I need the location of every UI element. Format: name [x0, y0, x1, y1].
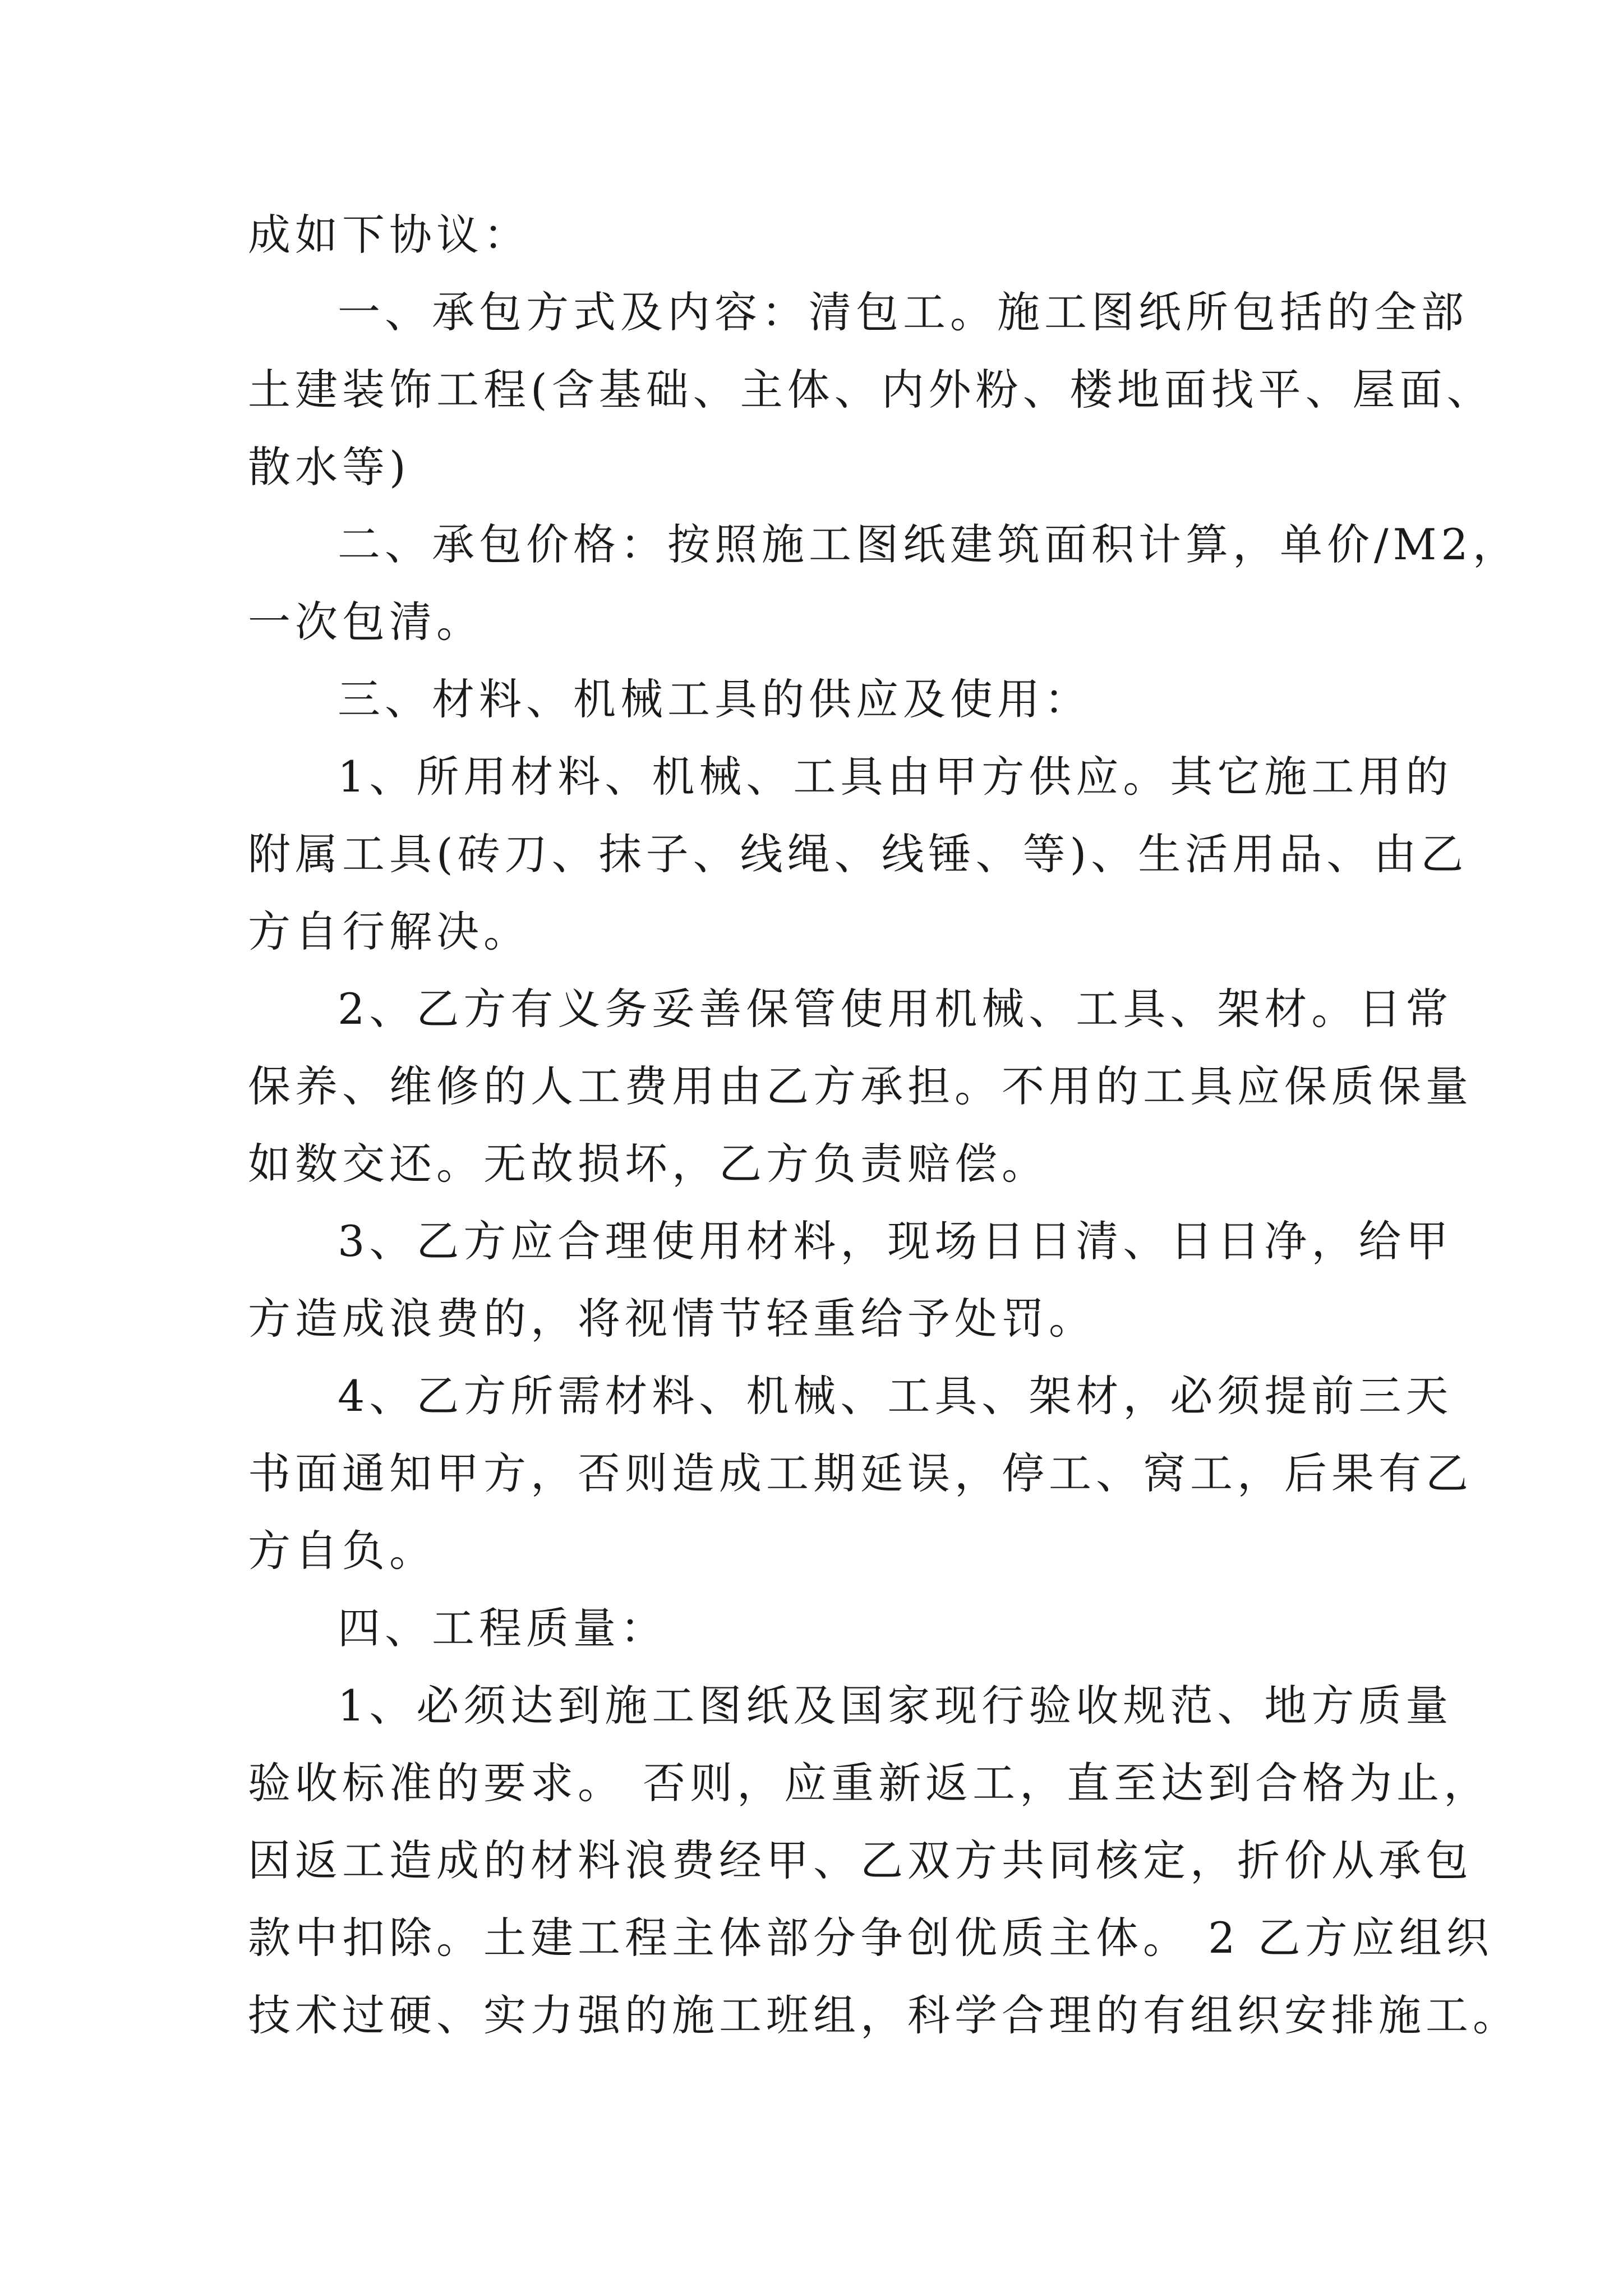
text-line: 款中扣除。土建工程主体部分争创优质主体。 2 乙方应组织 [248, 1913, 1493, 1963]
text-line: 散水等) [248, 442, 411, 492]
text-line: 因返工造成的材料浪费经甲、乙双方共同核定，折价从承包 [248, 1835, 1473, 1885]
text-line: 验收标准的要求。 否则，应重新返工，直至达到合格为止， [248, 1758, 1491, 1808]
text-line: 技术过硬、实力强的施工班组，科学合理的有组织安排施工。 [248, 1990, 1520, 2040]
text-line: 保养、维修的人工费用由乙方承担。不用的工具应保质保量 [248, 1061, 1473, 1111]
clause-quality-1: 1、必须达到施工图纸及国家现行验收规范、地方质量 [338, 1681, 1453, 1731]
section-heading-quality: 四、工程质量： [338, 1603, 667, 1653]
text-line: 方造成浪费的，将视情节轻重给予处罚。 [248, 1294, 1096, 1343]
text-line: 成如下协议： [248, 210, 531, 260]
text-line: 如数交还。无故损坏，乙方负责赔偿。 [248, 1139, 1049, 1189]
document-body [248, 196, 1520, 2054]
clause-materials-4: 4、乙方所需材料、机械、工具、架材，必须提前三天 [338, 1371, 1453, 1421]
clause-materials-1: 1、所用材料、机械、工具由甲方供应。其它施工用的 [338, 752, 1453, 802]
section-heading-contract-scope: 一、承包方式及内容：清包工。施工图纸所包括的全部 [338, 287, 1468, 337]
text-line: 书面通知甲方，否则造成工期延误，停工、窝工，后果有乙 [248, 1448, 1473, 1498]
text-line: 一次包清。 [248, 597, 483, 647]
text-line: 土建装饰工程(含基础、主体、内外粉、楼地面找平、屋面、 [248, 365, 1494, 415]
clause-materials-3: 3、乙方应合理使用材料，现场日日清、日日净，给甲 [338, 1216, 1453, 1266]
text-line: 方自行解决。 [248, 907, 531, 956]
text-line: 方自负。 [248, 1526, 436, 1576]
text-line: 附属工具(砖刀、抹子、线绳、线锤、等)、生活用品、由乙 [248, 829, 1468, 879]
section-heading-materials: 三、材料、机械工具的供应及使用： [338, 674, 1091, 724]
clause-materials-2: 2、乙方有义务妥善保管使用机械、工具、架材。日常 [338, 984, 1453, 1034]
section-heading-contract-price: 二、承包价格：按照施工图纸建筑面积计算，单价/M2， [338, 519, 1520, 569]
